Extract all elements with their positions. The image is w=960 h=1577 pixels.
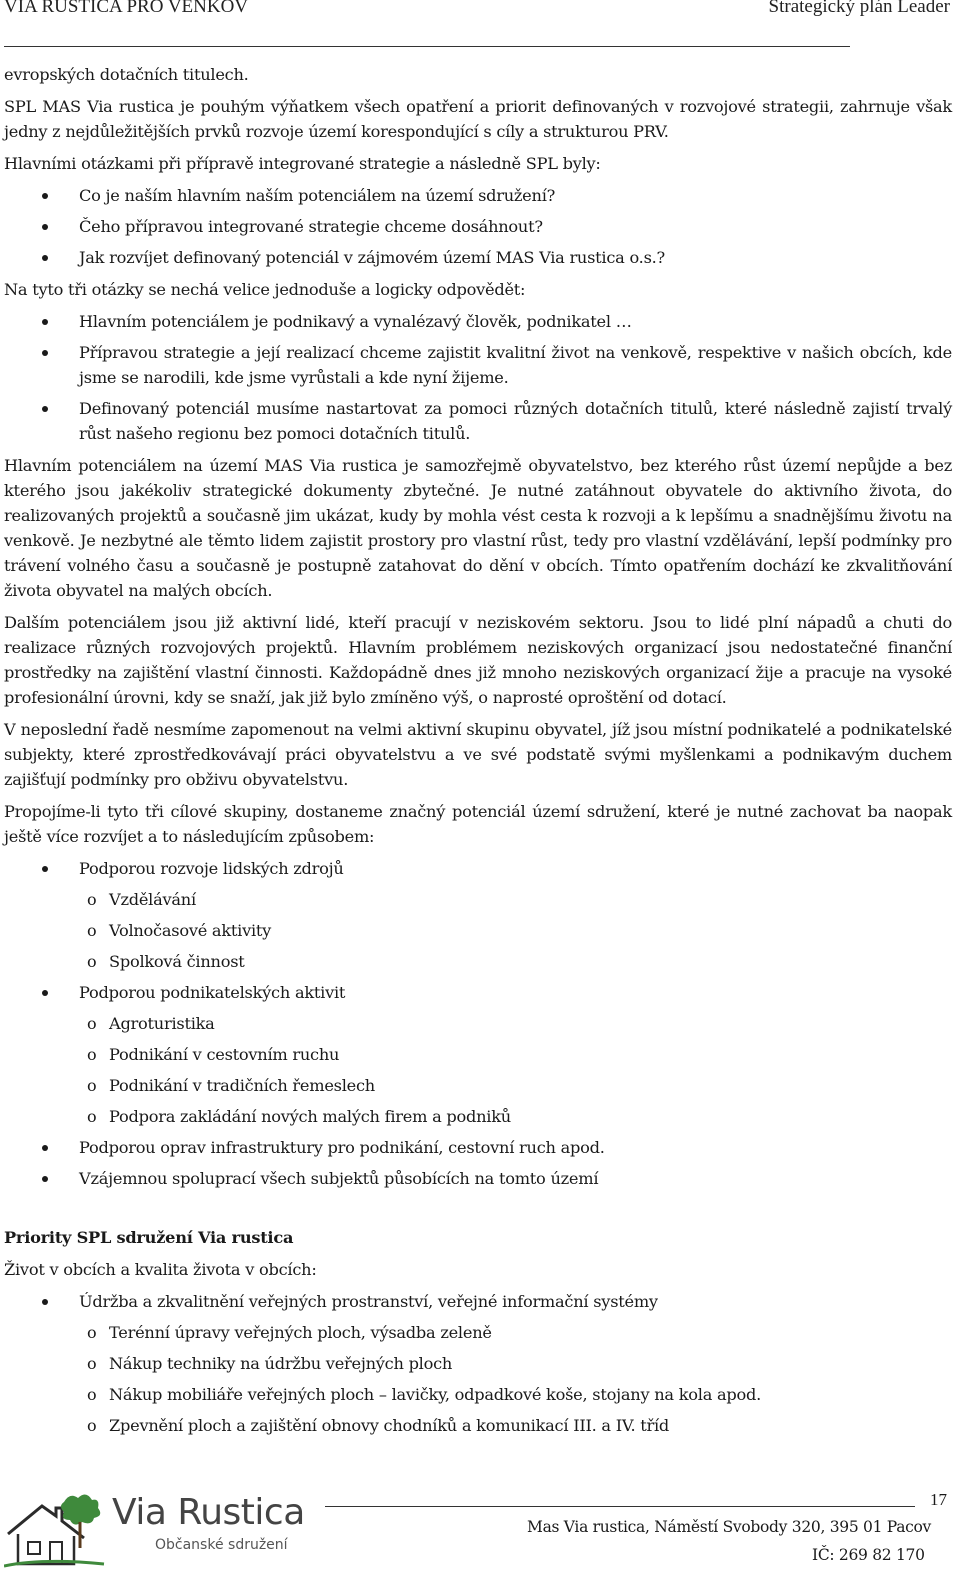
list-item: Přípravou strategie a její realizací chceme zajistit kvalitní život na venkově, respektive v našich obcích, kde jsme se narodili, kde jsme vyrůstali a kde nyní žijeme. xyxy=(4,340,952,390)
priorities-list xyxy=(4,1289,952,1438)
paragraph: Na tyto tři otázky se nechá velice jednoduše a logicky odpovědět: xyxy=(4,280,526,299)
bullet-icon xyxy=(42,1299,48,1305)
circle-bullet-icon: o xyxy=(87,1385,97,1404)
circle-bullet-icon: o xyxy=(87,1045,97,1064)
circle-bullet-icon: o xyxy=(87,1323,97,1342)
bullet-icon xyxy=(42,350,48,356)
logo-subtitle: Občanské sdružení xyxy=(155,1537,288,1553)
sub-list-item: o Podnikání v tradičních řemeslech xyxy=(4,1073,952,1098)
sub-list-item: o Zpevnění ploch a zajištění obnovy chodníků a komunikací III. a IV. tříd xyxy=(4,1413,952,1438)
sub-list-item: o Nákup mobiliáře veřejných ploch – lavičky, odpadkové koše, stojany na kola apod. xyxy=(4,1382,952,1407)
circle-bullet-icon: o xyxy=(87,1014,97,1033)
list-item: Podporou podnikatelských aktivit o Agroturistika o Podnikání v cestovním ruchu o Podnikání v tradičních řemeslech o Podpora zakládání nových malých firem a podniků xyxy=(4,980,952,1129)
footer-company-id: IČ: 269 82 170 xyxy=(812,1546,925,1564)
sub-list-item: o Podpora zakládání nových malých firem a podniků xyxy=(4,1104,952,1129)
circle-bullet-icon: o xyxy=(87,1076,97,1095)
header-org-name: VIA RUSTICA PRO VENKOV xyxy=(4,0,249,17)
paragraph: Život v obcích a kvalita života v obcích: xyxy=(4,1260,317,1279)
circle-bullet-icon: o xyxy=(87,1107,97,1126)
sub-list xyxy=(4,887,952,974)
methods-list xyxy=(4,856,952,1191)
paragraph: V neposlední řadě nesmíme zapomenout na velmi aktivní skupinu obyvatel, jíž jsou místní podnikatelé a podnikatelské subjekty, které zprostředkovávají práci obyvatelstvu a ve své podstatě svými myšlenkami a podnikavým duchem zajišťují podmínky pro obživu obyvatelstvu. xyxy=(4,720,952,789)
list-item: Vzájemnou spoluprací všech subjektů působících na tomto území xyxy=(4,1166,952,1191)
circle-bullet-icon: o xyxy=(87,890,97,909)
bullet-icon xyxy=(42,406,48,412)
sub-list xyxy=(4,1320,952,1438)
list-item: Údržba a zkvalitnění veřejných prostranství, veřejné informační systémy o Terénní úpravy veřejných ploch, výsadba zeleně o Nákup techniky na údržbu veřejných ploch o Nákup mobiliáře veřejných ploch – lavičky, odpadkové koše, stojany na kola apod. o Zpevnění ploch a zajištění obnovy chodníků a komunikací III. a IV. tříd xyxy=(4,1289,952,1438)
paragraph: evropských dotačních titulech. xyxy=(4,65,249,84)
footer-divider xyxy=(325,1506,915,1507)
circle-bullet-icon: o xyxy=(87,952,97,971)
section-heading: Priority SPL sdružení Via rustica xyxy=(4,1228,294,1247)
paragraph: Hlavními otázkami při přípravě integrované strategie a následně SPL byly: xyxy=(4,154,601,173)
list-item: Podporou oprav infrastruktury pro podnikání, cestovní ruch apod. xyxy=(4,1135,952,1160)
answers-list xyxy=(4,309,952,446)
list-item: Jak rozvíjet definovaný potenciál v zájmovém území MAS Via rustica o.s.? xyxy=(4,245,952,270)
paragraph: SPL MAS Via rustica je pouhým výňatkem všech opatření a priorit definovaných v rozvojové strategii, zahrnuje však jedny z nejdůležitějších prvků rozvoje území korespondující s cíly a strukturou PRV. xyxy=(4,97,952,141)
footer-address: Mas Via rustica, Náměstí Svobody 320, 395 01 Pacov xyxy=(527,1518,932,1536)
sub-list-item: o Volnočasové aktivity xyxy=(4,918,952,943)
bullet-icon xyxy=(42,866,48,872)
paragraph: Propojíme-li tyto tři cílové skupiny, dostaneme značný potenciál území sdružení, které je nutné zachovat ba naopak ještě více rozvíjet a to následujícím způsobem: xyxy=(4,802,952,846)
sub-list-item: o Podnikání v cestovním ruchu xyxy=(4,1042,952,1067)
bullet-icon xyxy=(42,224,48,230)
list-item: Čeho přípravou integrované strategie chceme dosáhnout? xyxy=(4,214,952,239)
sub-list-item: o Vzdělávání xyxy=(4,887,952,912)
bullet-icon xyxy=(42,255,48,261)
bullet-icon xyxy=(42,193,48,199)
main-content xyxy=(4,62,952,1445)
circle-bullet-icon: o xyxy=(87,1354,97,1373)
list-item: Definovaný potenciál musíme nastartovat za pomoci různých dotačních titulů, které následně zajistí trvalý růst našeho regionu bez pomoci dotačních titulů. xyxy=(4,396,952,446)
sub-list-item: o Nákup techniky na údržbu veřejných ploch xyxy=(4,1351,952,1376)
circle-bullet-icon: o xyxy=(87,921,97,940)
bullet-icon xyxy=(42,319,48,325)
page-number: 17 xyxy=(930,1490,947,1509)
sub-list-item: o Agroturistika xyxy=(4,1011,952,1036)
bullet-icon xyxy=(42,1176,48,1182)
sub-list-item: o Spolková činnost xyxy=(4,949,952,974)
list-item: Podporou rozvoje lidských zdrojů o Vzdělávání o Volnočasové aktivity o Spolková činnost xyxy=(4,856,952,974)
logo-title: Via Rustica xyxy=(112,1492,305,1533)
sub-list xyxy=(4,1011,952,1129)
list-item: Co je naším hlavním naším potenciálem na území sdružení? xyxy=(4,183,952,208)
sub-list-item: o Terénní úpravy veřejných ploch, výsadba zeleně xyxy=(4,1320,952,1345)
bullet-icon xyxy=(42,990,48,996)
paragraph: Hlavním potenciálem na území MAS Via rustica je samozřejmě obyvatelstvo, bez kterého růst území nepůjde a bez kterého jsou jakékoliv strategické dokumenty zbytečné. Je nutné zatáhnout obyvatele do aktivního života, do realizovaných projektů a současně jim ukázat, kudy by mohla vést cesta k rozvoji a k lepšímu a snadnějšímu životu na venkově. Je nezbytné ale těmto lidem zajistit prostory pro vlastní růst, tedy pro vlastní vzdělávání, lepší podmínky pro trávení volného času a současně je postupně zatahovat do dění v obcích. Tímto opatřením dochází ke zkvalitňování života obyvatel na malých obcích. xyxy=(4,456,952,600)
header-doc-title: Strategický plán Leader xyxy=(768,0,950,17)
questions-list xyxy=(4,183,952,270)
bullet-icon xyxy=(42,1145,48,1151)
header-divider xyxy=(4,46,850,47)
paragraph: Dalším potenciálem jsou již aktivní lidé, kteří pracují v neziskovém sektoru. Jsou to lidé plní nápadů a chuti do realizace různých rozvojových projektů. Hlavním problémem neziskových organizací jsou nedostatečné finanční prostředky na zajištění vlastní činnosti. Každopádně dnes již mnoho neziskových organizací žije a pracuje na vysoké profesionální úrovni, kdy se snaží, jak již bylo zmíněno výš, o naprosté oproštění od dotací. xyxy=(4,613,952,707)
list-item: Hlavním potenciálem je podnikavý a vynalézavý člověk, podnikatel … xyxy=(4,309,952,334)
circle-bullet-icon: o xyxy=(87,1416,97,1435)
